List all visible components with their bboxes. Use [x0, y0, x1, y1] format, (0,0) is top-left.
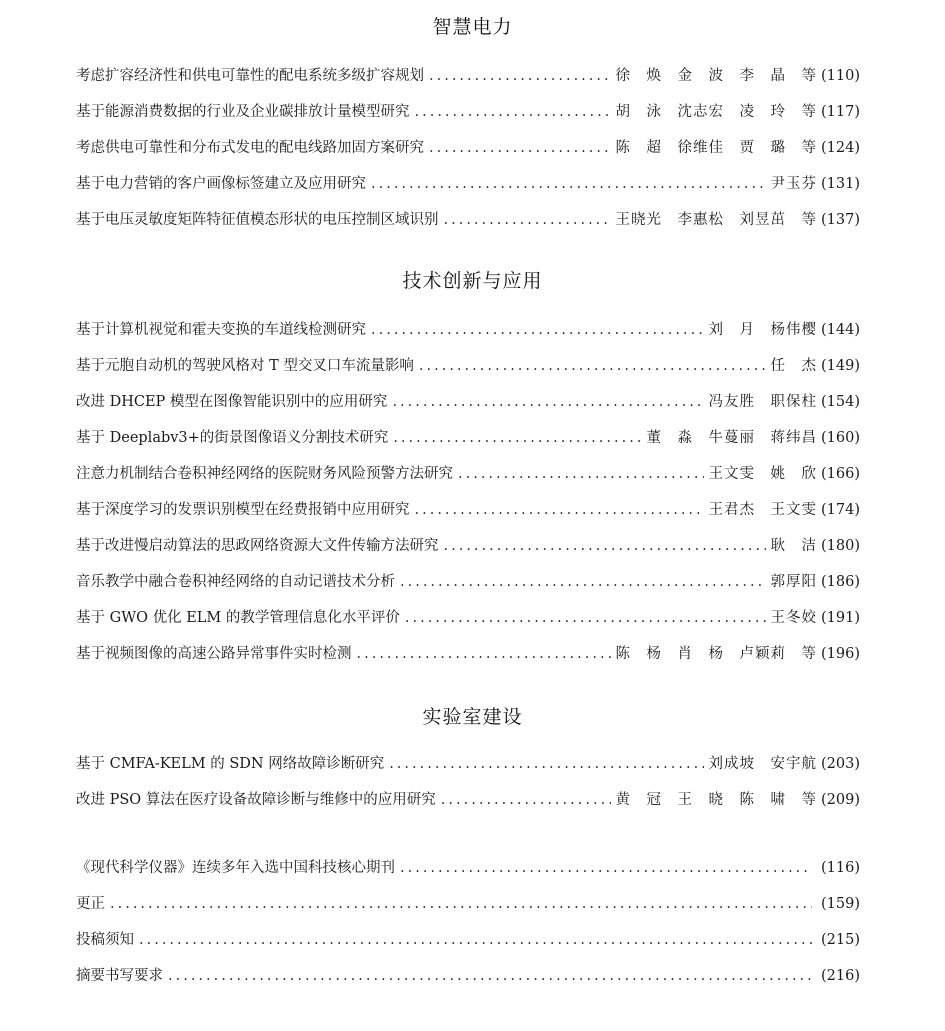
- entry-page-number: (149): [821, 358, 860, 374]
- dot-leader: [389, 756, 703, 772]
- dot-leader: [139, 932, 812, 948]
- entry-title: 投稿须知: [76, 932, 134, 948]
- entry-title: 改进 PSO 算法在医疗设备故障诊断与维修中的应用研究: [76, 792, 436, 808]
- dot-leader: [429, 68, 611, 84]
- dot-leader: [371, 176, 766, 192]
- entry-page-number: (191): [821, 610, 860, 626]
- dot-leader: [400, 860, 812, 876]
- toc-entry[interactable]: [76, 354, 860, 378]
- entry-title: 考虑扩容经济性和供电可靠性的配电系统多级扩容规划: [76, 68, 424, 84]
- section-heading-tech-innovation: 技术创新与应用: [402, 270, 543, 292]
- entry-title: 更正: [76, 896, 105, 912]
- entry-page-number: (174): [821, 502, 860, 518]
- entry-authors: 胡 泳 沈志宏 凌 玲 等: [615, 104, 817, 120]
- entry-title: 基于计算机视觉和霍夫变换的车道线检测研究: [76, 322, 366, 338]
- entry-title: 改进 DHCEP 模型在图像智能识别中的应用研究: [76, 394, 388, 410]
- entry-page-number: (160): [821, 430, 860, 446]
- entry-title: 基于电压灵敏度矩阵特征值模态形状的电压控制区域识别: [76, 212, 439, 228]
- section-heading-lab-construction: 实验室建设: [422, 706, 523, 728]
- dot-leader: [400, 574, 766, 590]
- entry-authors: 尹玉芬: [770, 176, 817, 192]
- entry-page-number: (216): [821, 968, 860, 984]
- entry-authors: 王晓光 李惠松 刘昱茁 等: [615, 212, 817, 228]
- entry-authors: 耿 洁: [770, 538, 817, 554]
- entry-page-number: (180): [821, 538, 860, 554]
- entry-authors: 冯友胜 职保柱: [708, 394, 817, 410]
- entry-authors: 郭厚阳: [770, 574, 817, 590]
- entry-authors: 任 杰: [770, 358, 817, 374]
- entry-authors: 黄 冠 王 晓 陈 啸 等: [615, 792, 817, 808]
- dot-leader: [429, 140, 611, 156]
- entry-authors: 王君杰 王文雯: [708, 502, 817, 518]
- toc-entry[interactable]: [76, 856, 860, 880]
- entry-authors: 董 淼 牛蔓丽 蒋纬昌: [646, 430, 817, 446]
- entry-title: 《现代科学仪器》连续多年入选中国科技核心期刊: [76, 860, 395, 876]
- entry-page-number: (137): [821, 212, 860, 228]
- entry-page-number: (203): [821, 756, 860, 772]
- section-heading-smart-power: 智慧电力: [432, 16, 513, 38]
- entry-authors: 陈 超 徐维佳 贾 璐 等: [615, 140, 817, 156]
- dot-leader: [415, 502, 704, 518]
- entry-title: 音乐教学中融合卷积神经网络的自动记谱技术分析: [76, 574, 395, 590]
- entry-title: 基于能源消费数据的行业及企业碳排放计量模型研究: [76, 104, 410, 120]
- entry-page-number: (159): [821, 896, 860, 912]
- toc-entry[interactable]: [76, 136, 860, 160]
- entry-authors: 刘成坡 安宇航: [708, 756, 817, 772]
- toc-entry[interactable]: [76, 498, 860, 522]
- toc-entry[interactable]: [76, 642, 860, 666]
- dot-leader: [415, 104, 611, 120]
- entry-title: 基于深度学习的发票识别模型在经费报销中应用研究: [76, 502, 410, 518]
- entry-page-number: (196): [821, 646, 860, 662]
- entry-authors: 刘 月 杨伟樱: [708, 322, 817, 338]
- entry-title: 基于 Deeplabv3+的街景图像语义分割技术研究: [76, 430, 389, 446]
- dot-leader: [458, 466, 704, 482]
- entry-page-number: (110): [821, 68, 860, 84]
- entry-title: 注意力机制结合卷积神经网络的医院财务风险预警方法研究: [76, 466, 453, 482]
- toc-entry[interactable]: [76, 964, 860, 988]
- entry-page-number: (124): [821, 140, 860, 156]
- entry-title: 摘要书写要求: [76, 968, 163, 984]
- dot-leader: [392, 394, 703, 410]
- entry-page-number: (144): [821, 322, 860, 338]
- dot-leader: [444, 212, 611, 228]
- toc-entry[interactable]: [76, 534, 860, 558]
- entry-authors: 王冬姣: [770, 610, 817, 626]
- entry-page-number: (186): [821, 574, 860, 590]
- toc-entry[interactable]: [76, 606, 860, 630]
- dot-leader: [371, 322, 704, 338]
- entry-title: 基于元胞自动机的驾驶风格对 T 型交叉口车流量影响: [76, 358, 414, 374]
- toc-entry[interactable]: [76, 64, 860, 88]
- toc-entry[interactable]: [76, 390, 860, 414]
- toc-entry[interactable]: [76, 788, 860, 812]
- entry-authors: 徐 焕 金 波 李 晶 等: [615, 68, 817, 84]
- toc-entry[interactable]: [76, 928, 860, 952]
- dot-leader: [357, 646, 611, 662]
- entry-authors: 陈 杨 肖 杨 卢颖莉 等: [615, 646, 817, 662]
- entry-page-number: (154): [821, 394, 860, 410]
- entry-title: 基于 CMFA-KELM 的 SDN 网络故障诊断研究: [76, 756, 385, 772]
- entry-title: 基于视频图像的高速公路异常事件实时检测: [76, 646, 352, 662]
- dot-leader: [405, 610, 766, 626]
- entry-authors: 王文雯 姚 欣: [708, 466, 817, 482]
- entry-page-number: (215): [821, 932, 860, 948]
- dot-leader: [444, 538, 766, 554]
- entry-title: 基于电力营销的客户画像标签建立及应用研究: [76, 176, 366, 192]
- entry-page-number: (116): [821, 860, 860, 876]
- dot-leader: [441, 792, 611, 808]
- toc-entry[interactable]: [76, 100, 860, 124]
- dot-leader: [110, 896, 812, 912]
- entry-page-number: (117): [821, 104, 860, 120]
- dot-leader: [393, 430, 641, 446]
- dot-leader: [419, 358, 766, 374]
- entry-page-number: (131): [821, 176, 860, 192]
- toc-entry[interactable]: [76, 570, 860, 594]
- toc-entry[interactable]: [76, 426, 860, 450]
- toc-entry[interactable]: [76, 892, 860, 916]
- dot-leader: [168, 968, 812, 984]
- toc-entry[interactable]: [76, 318, 860, 342]
- toc-entry[interactable]: [76, 208, 860, 232]
- entry-page-number: (209): [821, 792, 860, 808]
- toc-entry[interactable]: [76, 172, 860, 196]
- entry-title: 基于改进慢启动算法的思政网络资源大文件传输方法研究: [76, 538, 439, 554]
- toc-entry[interactable]: [76, 752, 860, 776]
- entry-page-number: (166): [821, 466, 860, 482]
- entry-title: 考虑供电可靠性和分布式发电的配电线路加固方案研究: [76, 140, 424, 156]
- entry-title: 基于 GWO 优化 ELM 的教学管理信息化水平评价: [76, 610, 400, 626]
- toc-entry[interactable]: [76, 462, 860, 486]
